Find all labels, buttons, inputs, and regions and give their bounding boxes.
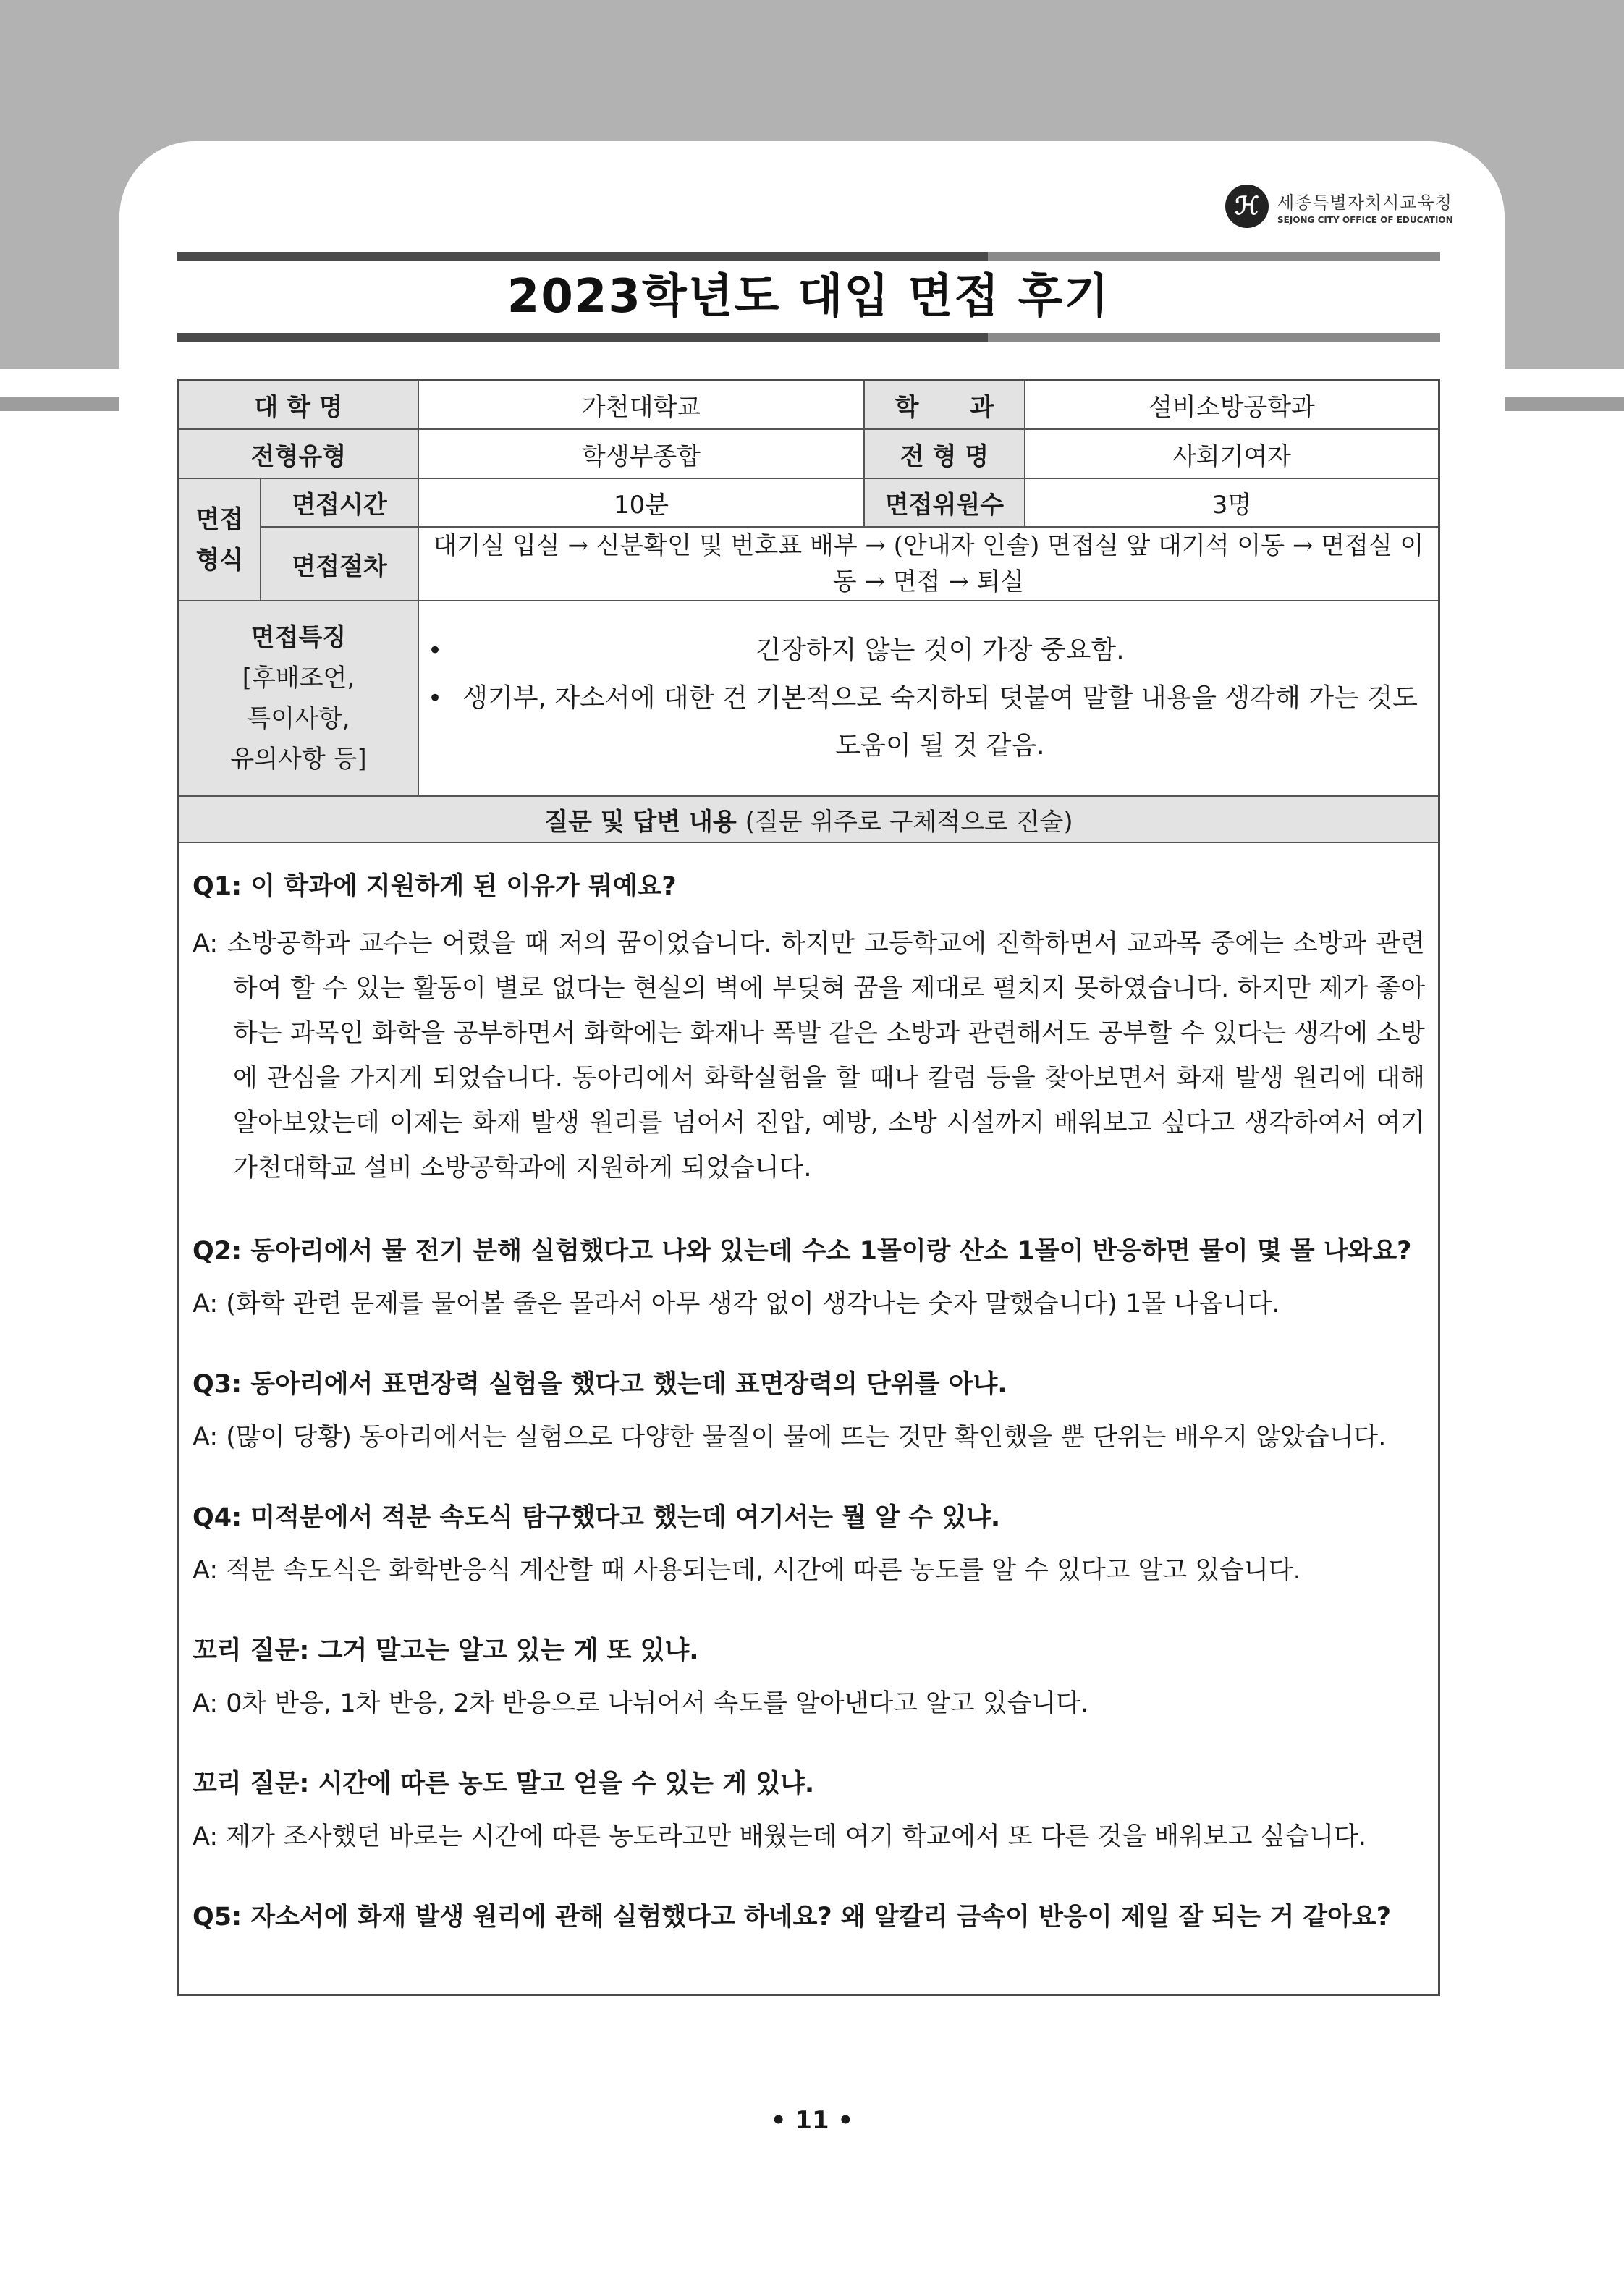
panel-value: 3명: [1025, 478, 1438, 527]
features-list: [418, 601, 1438, 796]
university-label: 대 학 명: [179, 381, 418, 429]
qa-section-header: 질문 및 답변 내용 (질문 위주로 구체적으로 진술): [179, 796, 1438, 842]
emblem-icon: ℋ: [1225, 185, 1269, 228]
features-label: 면접특징 [후배조언, 특이사항, 유의사항 등]: [179, 601, 418, 796]
time-value: 10분: [418, 478, 864, 527]
org-name-en: SEJONG CITY OFFICE OF EDUCATION: [1277, 214, 1453, 225]
title-rule-bottom: [177, 333, 1440, 342]
track-value: 사회기여자: [1025, 429, 1438, 478]
time-label: 면접시간: [261, 478, 418, 527]
left-accent-bar: [0, 397, 119, 411]
procedure-label: 면접절차: [261, 527, 418, 601]
university-value: 가천대학교: [418, 381, 864, 429]
follow-up-question-1: 꼬리 질문: 그거 말고는 알고 있는 게 또 있냐.: [193, 1636, 699, 1665]
answer-2: A: (화학 관련 문제를 물어볼 줄은 몰라서 아무 생각 없이 생각나는 숫자 말했습니다) 1몰 나옵니다.: [193, 1290, 1280, 1319]
org-name-kr: 세종특별자치시교육청: [1277, 192, 1452, 213]
qa-list: [179, 869, 1438, 1935]
info-table: [179, 381, 1438, 843]
track-label: 전 형 명: [864, 429, 1025, 478]
type-value: 학생부종합: [418, 429, 864, 478]
answer-3: A: (많이 당황) 동아리에서는 실험으로 다양한 물질이 물에 뜨는 것만 확인했을 뿐 단위는 배우지 않았습니다.: [193, 1423, 1387, 1452]
format-label: 면접 형식: [179, 478, 261, 601]
follow-up-answer-1: A: 0차 반응, 1차 반응, 2차 반응으로 나뉘어서 속도를 알아낸다고 알고 있습니다.: [193, 1689, 1089, 1718]
question-5: Q5: 자소서에 화재 발생 원리에 관해 실험했다고 하네요? 왜 알칼리 금속이 반응이 제일 잘 되는 거 같아요?: [193, 1903, 1392, 1932]
question-2: Q2: 동아리에서 물 전기 분해 실험했다고 나와 있는데 수소 1몰이랑 산소 1몰이 반응하면 물이 몇 몰 나와요?: [193, 1237, 1412, 1266]
question-4: Q4: 미적분에서 적분 속도식 탐구했다고 했는데 여기서는 뭘 알 수 있냐.: [193, 1503, 1001, 1532]
department-value: 설비소방공학과: [1025, 381, 1438, 429]
answer-1: A: 소방공학과 교수는 어렸을 때 저의 꿈이었습니다. 하지만 고등학교에 진학하면서 교과목 중에는 소방과 관련하여 할 수 있는 활동이 별로 없다는 현실의 벽에 부딪혀 꿈을 제대로 펼치지 못하였습니다. 하지만 제가 좋아하는 과목인 화학을 공부하면서 화학에는 화재나 폭발 같은 소방과 관련해서도 공부할 수 있다는 생각에 소방에 관심을 가지게 되었습니다. 동아리에서 화학실험을 할 때나 칼럼 등을 찾아보면서 화재 발생 원리에 대해 알아보았는데 이제는 화재 발생 원리를 넘어서 진압, 예방, 소방 시설까지 배워보고 싶다고 생각하여서 여기 가천대학교 설비 소방공학과에 지원하게 되었습니다.: [193, 929, 1425, 1183]
follow-up-answer-2: A: 제가 조사했던 바로는 시간에 따른 농도라고만 배웠는데 여기 학교에서 또 다른 것을 배워보고 싶습니다.: [193, 1822, 1367, 1851]
interview-form: [177, 379, 1440, 1996]
question-3: Q3: 동아리에서 표면장력 실험을 했다고 했는데 표면장력의 단위를 아냐.: [193, 1370, 1007, 1399]
department-label: 학 과: [864, 381, 1025, 429]
answer-4: A: 적분 속도식은 화학반응식 계산할 때 사용되는데, 시간에 따른 농도를 알 수 있다고 알고 있습니다.: [193, 1556, 1301, 1585]
right-accent-bar: [1505, 397, 1624, 411]
panel-label: 면접위원수: [864, 478, 1025, 527]
procedure-value: 대기실 입실 → 신분확인 및 번호표 배부 → (안내자 인솔) 면접실 앞 대기석 이동 → 면접실 이동 → 면접 → 퇴실: [418, 527, 1438, 601]
page-title: 2023학년도 대입 면접 후기: [507, 270, 1111, 324]
page-number: • 11 •: [770, 2106, 854, 2135]
title-rule-top: [177, 252, 1440, 261]
type-label: 전형유형: [179, 429, 418, 478]
org-logo: [1225, 185, 1453, 228]
feature-item: • 생기부, 자소서에 대한 건 기본적으로 숙지하되 덧붙여 말할 내용을 생각해 가는 것도 도움이 될 것 같음.: [449, 675, 1431, 770]
follow-up-question-2: 꼬리 질문: 시간에 따른 농도 말고 얻을 수 있는 게 있냐.: [193, 1769, 815, 1798]
question-1: Q1: 이 학과에 지원하게 된 이유가 뭐예요?: [193, 872, 677, 901]
feature-item: • 긴장하지 않는 것이 가장 중요함.: [449, 627, 1431, 675]
